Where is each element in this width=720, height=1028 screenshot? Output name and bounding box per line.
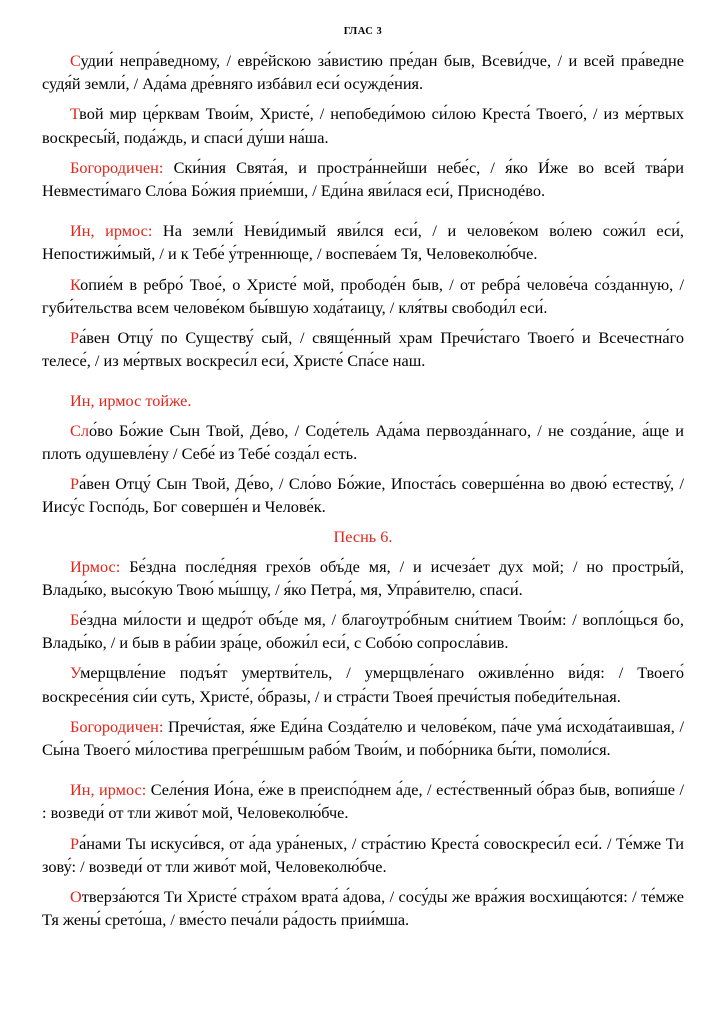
text-body xyxy=(42,49,684,932)
paragraph-text: а́вен Отцу́ Сын Твой, Де́во, / Сло́во Бо́жие, Ипоста́сь соверше́нна во двою́ естеству́, / Иису́с Госпо́дь, Бог соверше́н и Челове́к. xyxy=(42,474,684,517)
section-heading xyxy=(42,525,684,548)
section-gap xyxy=(42,379,684,389)
paragraph-text: а́вен Отцу́ по Существу́ сый, / свяще́нный храм Пречи́стаго Твоего́ и Всечестна́го телесе́, / из ме́ртвых воскреси́л еси́, Христе́ Спа́се наш. xyxy=(42,328,684,371)
paragraph xyxy=(42,555,684,601)
rubric-label: Ин, ирмос: xyxy=(70,780,147,800)
paragraph xyxy=(42,102,684,148)
rubric-label: Б xyxy=(70,610,80,630)
rubric-label: С xyxy=(70,51,81,70)
paragraph-text: е́здна ми́лости и щедро́т объ́де мя, / благоутро́бным сни́тием Твои́м: / вопло́щься бо, Влады́ко, / и быв в ра́бии зра́це, обожи́л еси́, с Собо́ю сопросла́вив. xyxy=(42,610,684,653)
paragraph xyxy=(42,326,684,372)
paragraph-text: а́нами Ты искуси́вся, от а́да ура́неных, / стра́стию Креста́ совоскреси́л еси́. / Те́мже Ти зову́: / возведи́ от тли живо́т мой, Человеколю́бче. xyxy=(42,833,684,876)
rubric-label: Ин, ирмос тойже. xyxy=(70,391,192,411)
paragraph-text: Бе́здна после́дняя грехо́в объ́де мя, / и исчеза́ет дух мой; / но простры́й, Влады́ко, высо́кую Твою́ мы́шцу, / я́ко Петра́, мя, Упра́вителю, спаси́. xyxy=(42,556,684,599)
rubric-label: Р xyxy=(70,833,80,853)
paragraph-text: удии́ непра́ведному, / евре́йскою за́вистию пре́дан быв, Всеви́дче, / и всей пра́ведне судя́й земли́, / Ада́ма дре́вняго избáвил еси́ осужде́ния. xyxy=(42,51,684,94)
paragraph xyxy=(42,885,684,931)
rubric-label: Ирмос: xyxy=(70,556,121,576)
rubric-label: Богородичен: xyxy=(70,716,164,736)
rubric-label: У xyxy=(70,663,81,683)
paragraph xyxy=(42,472,684,518)
paragraph xyxy=(42,608,684,654)
rubric-label: Песнь 6. xyxy=(333,527,393,547)
section-gap xyxy=(42,768,684,778)
paragraph xyxy=(42,661,684,707)
paragraph-text: о́во Бо́жие Сын Твой, Де́во, / Соде́тель Ада́ма первозда́ннаго, / не созда́ние, а́ще и плоть одушевле́ну / Себе́ из Тебе́ созда́л есть. xyxy=(42,420,684,463)
rubric-label: Богородичен: xyxy=(70,157,164,177)
paragraph xyxy=(42,273,684,319)
section-gap xyxy=(42,209,684,219)
rubric-label: О xyxy=(70,887,82,907)
page-header: ГЛАС 3 xyxy=(343,26,383,37)
paragraph xyxy=(42,419,684,465)
paragraph-text: мерщвле́ние подъя́т умертви́тель, / умерщвле́наго оживле́нно ви́дя: / Твоего́ воскресе́ния си́и суть, Христе́, о́бразы, / и стра́сти Твоея́ пречи́стыя победи́тельная. xyxy=(42,663,684,706)
paragraph xyxy=(42,49,684,95)
paragraph-text: На земли́ Неви́димый яви́лся еси́, / и челове́ком во́лею сожи́л еси́, Непостижи́мый, / и к Тебе́ у́треннюще, / воспева́ем Тя, Человеколю́бче. xyxy=(42,221,684,264)
paragraph xyxy=(42,219,684,265)
rubric-label: Р xyxy=(70,474,80,494)
paragraph-text: Пречи́стая, я́же Еди́на Созда́телю и челове́ком, па́че ума́ исхода́таившая, / Сы́на Твоего́ ми́лостива прегре́шшым рабо́м Твои́м, и побо́рника бы́ти, помоли́ся. xyxy=(42,716,684,760)
paragraph-text: опие́м в ребро́ Твое́, о Христе́ мой, прободе́н быв, / от ребра́ челове́ча со́зданную, / губи́тельства всем челове́ком бы́вшую хода́таицу, / кля́твы свободи́л еси́. xyxy=(42,274,684,317)
paragraph xyxy=(42,715,684,761)
paragraph-text: Селе́ния Ио́на, е́же в преиспо́днем а́де, / есте́ственный о́браз быв, вопия́ше / : возведи́ от тли живо́т мой, Человеколю́бче. xyxy=(42,780,685,823)
rubric-label: К xyxy=(70,274,81,294)
paragraph-text: Ски́ния Свята́я, и простра́ннейши небе́с, / я́ко И́же во всей тва́ри Невмести́маго Сло́ва Бо́жия прие́мши, / Еди́на яви́лася еси́, Приснодéво. xyxy=(42,157,684,201)
paragraph-text: вой мир це́рквам Твои́м, Христе́, / непобеди́мою си́лою Креста́ Твоего́, / из ме́ртвых воскресы́й, пода́ждь, и спаси́ ду́ши на́ша. xyxy=(42,104,684,147)
paragraph-text: тверза́ются Ти Христе́ стра́хом врата́ а́дова, / сосу́ды же вра́жия восхища́ются: / те́мже Тя жены́ срето́ша, / вме́сто печа́ли ра́дость прии́мша. xyxy=(42,887,684,930)
paragraph xyxy=(42,156,684,202)
paragraph xyxy=(42,832,684,878)
paragraph xyxy=(42,389,684,412)
rubric-label: Ин, ирмос: xyxy=(70,221,153,241)
paragraph xyxy=(42,778,684,824)
rubric-label: Т xyxy=(70,104,80,124)
rubric-label: Р xyxy=(70,328,80,348)
rubric-label: Сл xyxy=(70,420,89,440)
